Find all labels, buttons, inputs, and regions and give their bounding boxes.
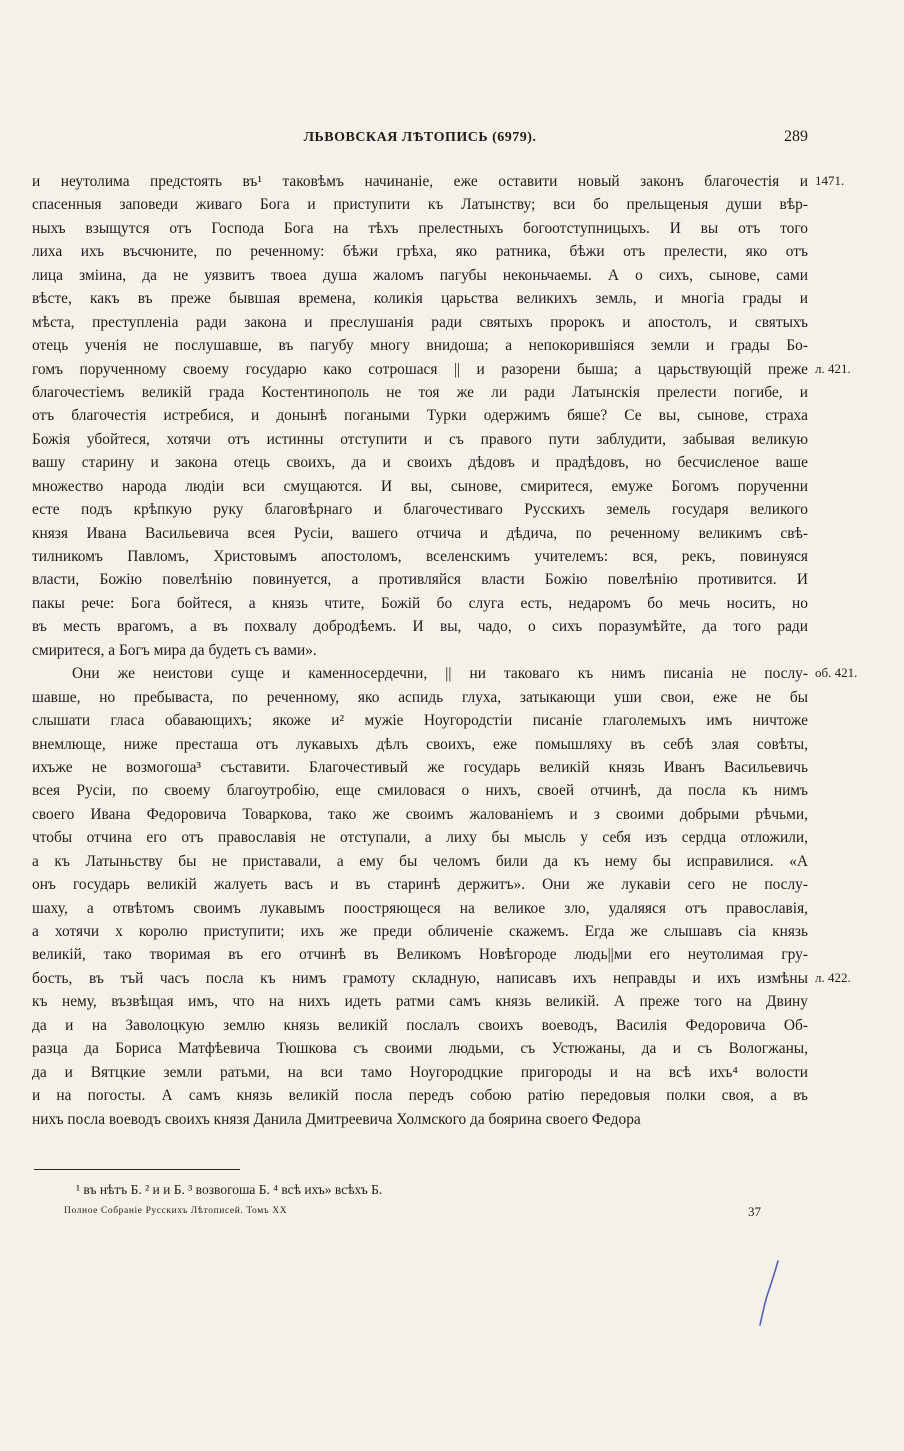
text-line: вѣсте, какъ въ преже бывшая времена, коликія царьства великихъ земль, и многіа грады и (32, 290, 808, 308)
text-line: отець ученія не послушавше, въ пагубу многу внидоша; а непокорившіяся земли и грады Бо- (32, 337, 808, 355)
text-line: да и на Заволоцкую землю князь великій послалъ своихъ воеводъ, Василія Федоровича Об- (32, 1016, 808, 1034)
margin-note: л. 422. (815, 970, 851, 986)
margin-note: об. 421. (815, 665, 858, 681)
text-line: великій, тако творимая въ его отчинѣ въ Великомъ Новѣгороде людь||ми его неутолимая гру- (32, 946, 808, 964)
running-title: ЛЬВОВСКАЯ ЛѢТОПИСЬ (6979). (303, 130, 537, 145)
text-line: смиритеся, а Богъ мира да будеть съ вами». (32, 641, 317, 659)
text-line: власти, Божію повелѣнію повинуется, а противляйся власти Божію повелѣнію противится. И (32, 571, 808, 589)
text-line: разца да Бориса Матфѣевича Тюшкова съ своими людьми, съ Устюжаны, да и съ Вологжаны, (32, 1040, 808, 1058)
text-line: а хотячи х королю приступити; ихъ же преди обличеніе скажемъ. Егда же слышавъ сіа князь (32, 923, 808, 940)
text-line: лица змiина, да не уязвитъ твоеа душа жаломъ пагубы неконьчаемы. А о сихъ, сынове, сами (32, 266, 808, 284)
main-text (32, 170, 808, 1131)
text-line: къ нему, възвѣщая имъ, что на нихъ идеть ратми самъ князь великій. А преже того на Двину (32, 993, 808, 1011)
text-line: князя Ивана Васильевича всея Русіи, вашего отчича и дѣдича, по реченному великимъ свѣ- (32, 524, 808, 542)
footnotes: ¹ въ нѣтъ Б. ² и и Б. ³ возвогоша Б. ⁴ всѣ ихъ» всѣхъ Б. (76, 1182, 383, 1197)
pencil-mark-icon (754, 1258, 784, 1328)
text-line: бость, въ тъй часъ посла къ нимъ грамоту складную, написавъ ихъ неправды и ихъ измѣны (32, 969, 808, 987)
collection-title: Полное Собраніе Русскихъ Лѣтописей. Томъ XX (64, 1206, 288, 1216)
text-line: чтобы отчина его отъ православія не отступали, а лиху бы мысль у себя изъ сердца отложили, (32, 829, 808, 847)
text-line: вашу старину и закона отець своихъ, да и своихъ дѣдовъ и прадѣдовъ, но бесчисленое ваше (32, 454, 808, 472)
text-line: Божія убойтеся, хотячи отъ истинны отступити и съ правого пути заблудити, забывая великую (32, 430, 808, 448)
text-line: шаху, а отвѣтомъ своимъ лукавымъ поостряющеся на великое зло, удаляяся отъ православія, (32, 899, 808, 917)
text-line: отъ благочестія истребися, и донынѣ погаными Турки одержимъ бяше? Се вы, сынове, страха (32, 407, 808, 425)
text-line: онъ государь великій жалуеть васъ и въ старинѣ держитъ». Они же лукавіи сего не послу- (32, 876, 808, 894)
page-number: 289 (784, 128, 808, 145)
text-line: въ месть врагомъ, а въ похвалу добродѣемъ. И вы, чадо, о сихъ поразумѣйте, да того ради (32, 618, 808, 636)
text-line: да и Вятцкие земли ратьми, на вси тамо Ноугородцкие пригороды и на всѣ ихъ⁴ волости (32, 1063, 808, 1081)
margin-note: 1471. (815, 173, 845, 188)
signature-mark: 37 (748, 1204, 761, 1219)
text-line: всея Русіи, по своему благоутробію, еще смиловася о нихъ, своей отчинѣ, да посла къ нимъ (32, 782, 808, 800)
text-line: тилникомъ Павломъ, Христовымъ апостоломъ, вселенскимъ учителемъ: вся, рекъ, повинуяся (32, 548, 808, 565)
text-line: гомъ порученному своему государю како сотрошася || и разорени быша; а царьствующій преже (32, 360, 808, 378)
text-line: внемлюще, ниже престаша отъ лукавыхъ дѣлъ своихъ, еже помышляху въ себѣ злая совѣты, (32, 735, 808, 753)
text-line: есте подъ крѣпкую руку благовѣрнаго и благочестиваго Русскихъ земель государя великого (32, 501, 808, 519)
text-line: шавше, но пребываста, по реченному, яко аспидь глуха, затыкающи уши свои, еже не бы (32, 688, 808, 706)
text-line: спасенныя заповеди живаго Бога и приступити къ Латынству; вси бо прельщеныя души вѣр- (32, 196, 808, 214)
text-line: благочестіемъ великій града Костентинополь не тоя же ли ради Латынскія прелести погибе, и (32, 383, 808, 401)
text-line: ихъже не возмогоша³ съставити. Благочестивый же государь великій князь Иванъ Васильевичь (32, 758, 808, 776)
text-line: и неутолима предстоять въ¹ таковѣмъ начинаніе, еже оставити новый законъ благочестія и (32, 173, 808, 190)
footnote-rule (34, 1169, 240, 1170)
text-line: пакы рече: Бога бойтеся, а князь чтите, Божій бо слуга есть, недаромъ бо мечь носить, но (32, 594, 808, 612)
text-line: лиха ихъ въсчюните, по реченному: бѣжи грѣха, яко ратника, бѣжи отъ прелести, яко отъ (32, 243, 808, 261)
text-line: слышати гласа обавающихъ; якоже и² мужіе Ноугородстіи писаніе глаголемыхъ имъ ничтоже (32, 712, 808, 730)
text-line: своего Ивана Федоровича Товаркова, тако же своимъ жалованіемъ и з своими добрыми рѣчьми, (32, 805, 808, 823)
text-line: множество народа людіи вси смущаются. И вы, сынове, смиритеся, емуже Богомъ порученни (32, 477, 808, 495)
text-line: мѣста, преступленіа ради закона и преслушанія ради святыхъ пророкъ и апостолъ, и святыхъ (32, 313, 808, 331)
text-line: Они же неистови суще и каменносердечни, || ни таковаго къ нимъ писаніа не послу- (72, 665, 808, 683)
text-line: и на погосты. А самъ князь великій посла передъ собою ратію передовыя полки своя, а въ (32, 1087, 808, 1105)
margin-note: л. 421. (815, 360, 851, 376)
text-line: а къ Латыньству бы не приставали, а ему бы челомъ били да къ нему бы исправилися. «А (32, 852, 808, 870)
text-line: нихъ посла воеводъ своихъ князя Данила Дмитреевича Холмского да боярина своего Федора (32, 1110, 641, 1128)
page-header (30, 130, 810, 156)
text-line: ныхъ взыщутся отъ Господа Бога на тѣхъ прелестныхъ богоотступницыхъ. И вы отъ того (32, 219, 808, 237)
